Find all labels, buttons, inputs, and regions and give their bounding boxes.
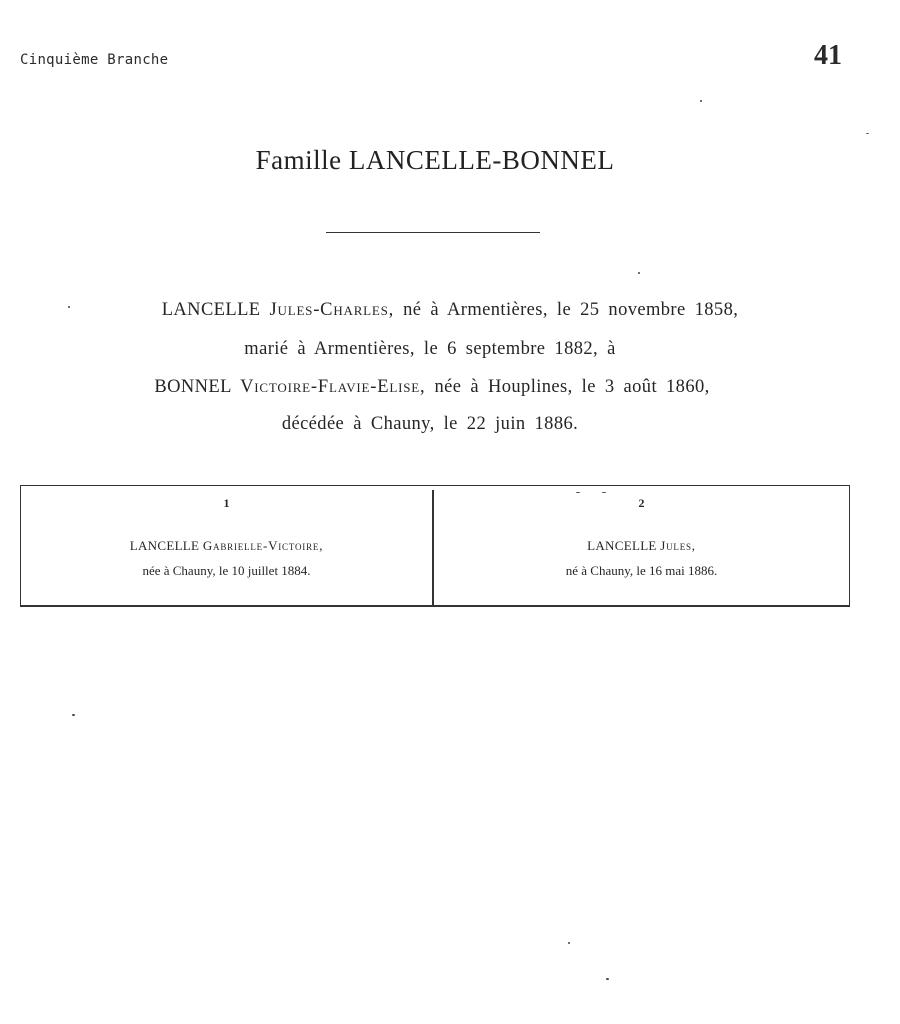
- scan-speck: [606, 978, 609, 980]
- scan-speck: [568, 942, 570, 944]
- father-birth: né à Armentières, le 25 novembre 1858,: [403, 300, 739, 320]
- child-surname: LANCELLE: [587, 538, 657, 553]
- child-birth: né à Chauny, le 16 mai 1886.: [565, 563, 718, 578]
- mother-death-line: décédée à Chauny, le 22 juin 1886.: [281, 414, 579, 434]
- father-line: [20, 300, 880, 321]
- scan-speck: [576, 492, 580, 493]
- title-rule: [326, 232, 540, 233]
- scan-speck: [866, 133, 869, 134]
- child-birth: née à Chauny, le 10 juillet 1884.: [142, 563, 311, 578]
- scan-speck: [638, 272, 640, 274]
- section-header: Cinquième Branche: [20, 52, 169, 68]
- child-number: 1: [223, 496, 230, 510]
- mother-surname: BONNEL: [154, 377, 232, 397]
- child-surname: LANCELLE: [129, 538, 200, 553]
- page-title: Famille LANCELLE-BONNEL: [255, 145, 615, 175]
- scan-speck: [72, 714, 75, 716]
- child-name: [434, 538, 849, 554]
- children-table: [20, 485, 850, 607]
- child-number: 2: [638, 496, 645, 510]
- child-cell: [21, 486, 432, 604]
- child-name: [21, 538, 432, 554]
- father-given-names: Jules-Charles,: [269, 300, 395, 320]
- marriage-line: marié à Armentières, le 6 septembre 1882, à: [244, 339, 616, 359]
- mother-given-names: Victoire-Flavie-Elise,: [240, 377, 426, 397]
- scan-speck: [602, 492, 606, 493]
- scan-speck: [700, 100, 702, 102]
- child-given-names: Gabrielle-Victoire,: [202, 538, 324, 553]
- mother-birth: née à Houplines, le 3 août 1860,: [434, 377, 710, 397]
- child-cell: [434, 486, 849, 604]
- father-surname: LANCELLE: [161, 300, 261, 320]
- scan-speck: [68, 306, 70, 308]
- page-number: 41: [814, 40, 842, 71]
- child-given-names: Jules,: [660, 538, 696, 553]
- mother-line: [2, 377, 862, 398]
